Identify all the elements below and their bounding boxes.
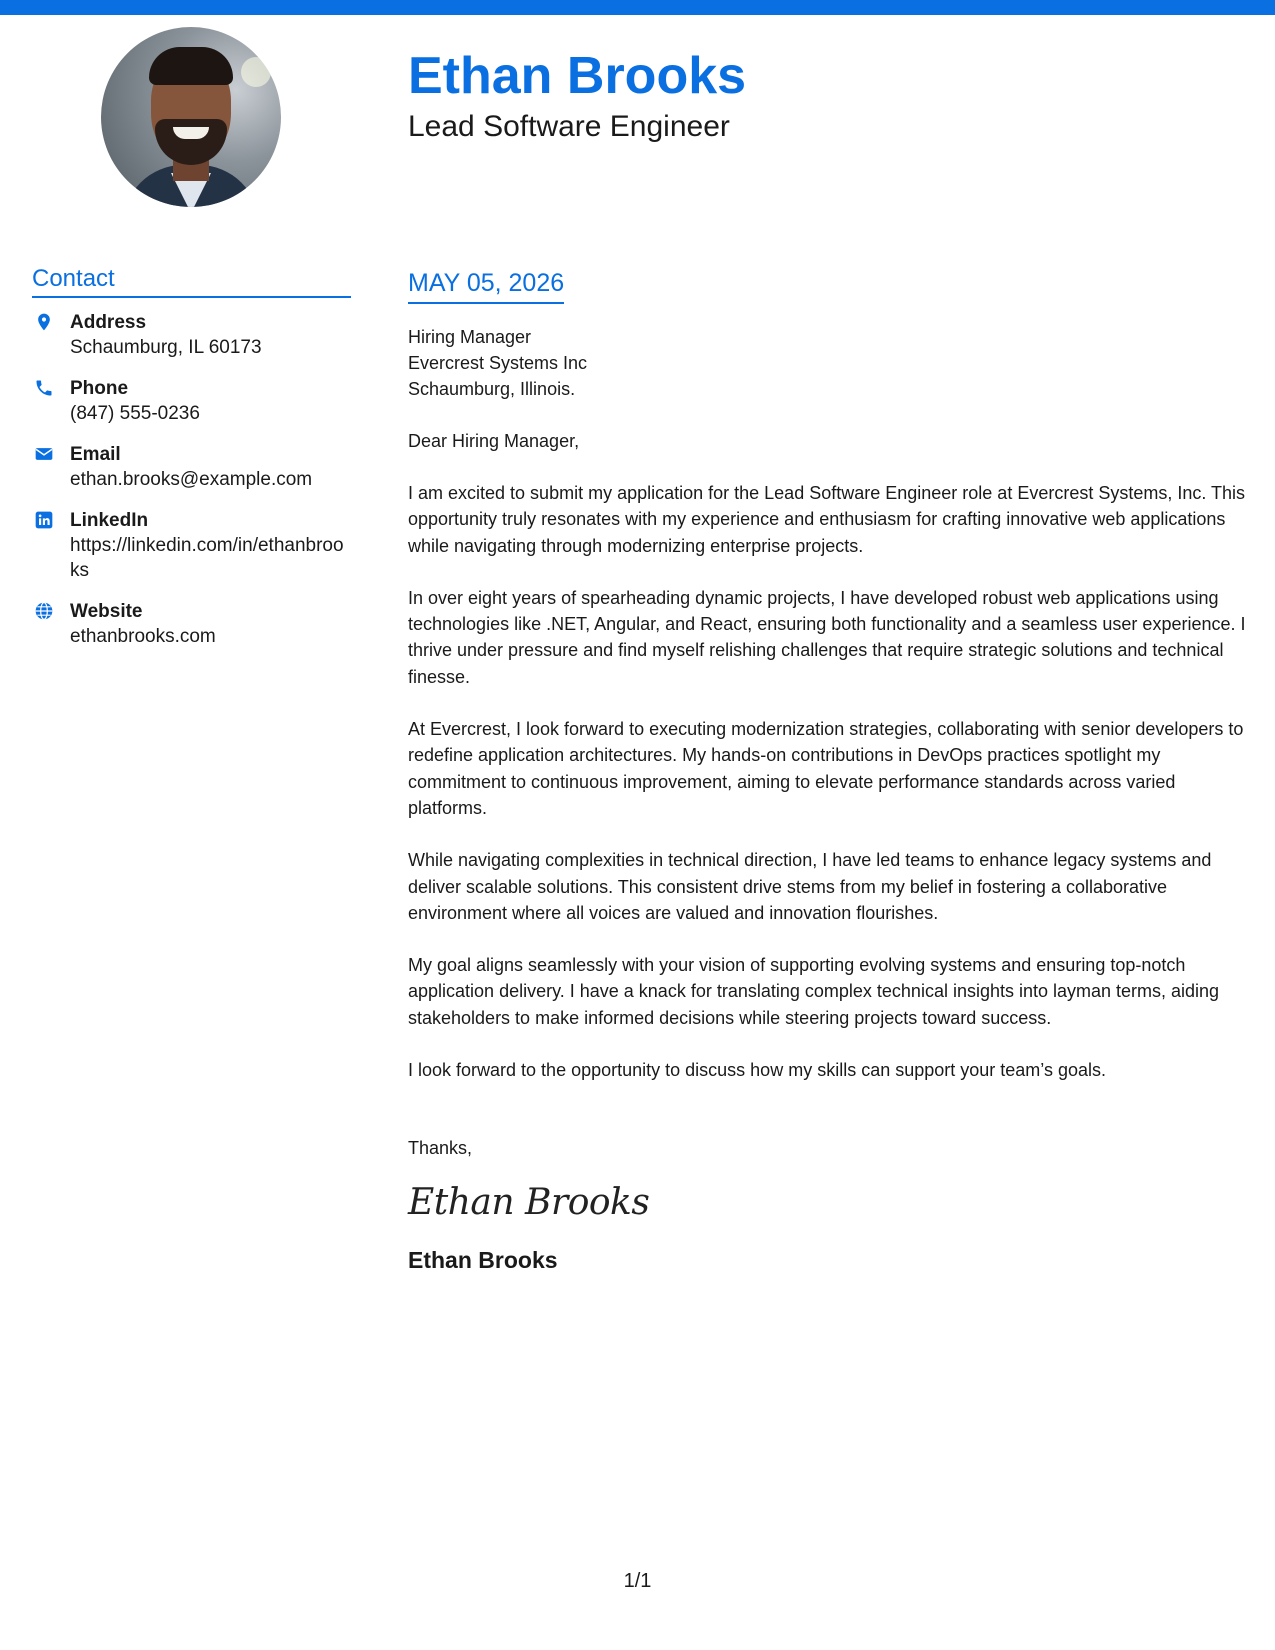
contact-website <box>32 599 351 649</box>
photo-background-light <box>241 57 271 87</box>
handwritten-signature: Ethan Brooks <box>408 1182 650 1224</box>
page-number: 1/1 <box>623 1570 652 1592</box>
website-value[interactable]: ethanbrooks.com <box>70 626 216 648</box>
contact-heading: Contact <box>32 266 351 298</box>
recipient-line: Hiring Manager <box>408 327 532 347</box>
contact-linkedin <box>32 508 351 583</box>
recipient-line: Schaumburg, Illinois. <box>408 379 576 399</box>
top-accent-bar <box>0 0 1275 15</box>
letter-paragraph: In over eight years of spearheading dynamic projects, I have developed robust web applications using technologies like .NET, Angular, and React, ensuring both functionality and a seamless user experience. I thrive under pressure and find myself relishing challenges that require strategic solutions and technical finesse. <box>408 587 1246 687</box>
letter-paragraph: At Evercrest, I look forward to executing modernization strategies, collaborating with senior developers to redefine application architectures. My hands-on contributions in DevOps practices spotlight my commitment to continuous improvement, aiming to elevate performance standards across varied platforms. <box>408 719 1244 818</box>
contact-phone <box>32 376 351 426</box>
signed-name: Ethan Brooks <box>408 1246 558 1273</box>
candidate-job-title: Lead Software Engineer <box>408 110 730 143</box>
contact-address <box>32 310 351 360</box>
linkedin-icon <box>34 510 54 530</box>
location-pin-icon <box>34 312 54 332</box>
linkedin-value[interactable]: https://linkedin.com/in/ethanbrooks <box>70 535 344 582</box>
globe-icon <box>34 601 54 621</box>
address-value: Schaumburg, IL 60173 <box>70 337 262 359</box>
closing: Thanks, <box>408 1138 473 1159</box>
salutation: Dear Hiring Manager, <box>408 431 580 451</box>
email-icon <box>34 444 54 464</box>
letter-paragraph: My goal aligns seamlessly with your vision of supporting evolving systems and ensuring top-notch application delivery. I have a knack for translating complex technical insights into layman terms, aiding stakeholders to make informed decisions while steering projects toward success. <box>408 955 1220 1028</box>
phone-icon <box>34 378 54 398</box>
contact-email <box>32 442 351 492</box>
letter-date: MAY 05, 2026 <box>408 268 564 304</box>
phone-value[interactable]: (847) 555-0236 <box>70 403 200 425</box>
recipient-line: Evercrest Systems Inc <box>408 353 588 373</box>
contact-sidebar <box>32 266 351 665</box>
recipient-block <box>408 324 1253 402</box>
email-value[interactable]: ethan.brooks@example.com <box>70 469 313 491</box>
website-label: Website <box>70 601 143 623</box>
letter-body <box>408 268 1253 1274</box>
letter-paragraph: While navigating complexities in technical direction, I have led teams to enhance legacy systems and deliver scalable solutions. This consistent drive stems from my belief in fostering a collaborative environment where all voices are valued and innovation flourishes. <box>408 850 1212 923</box>
candidate-name: Ethan Brooks <box>408 47 747 105</box>
email-label: Email <box>70 444 121 466</box>
letter-paragraph: I am excited to submit my application for the Lead Software Engineer role at Evercrest Systems, Inc. This opportunity truly resonates with my experience and enthusiasm for crafting innovative web applications while navigating through modernizing enterprise projects. <box>408 483 1246 556</box>
address-label: Address <box>70 312 147 334</box>
letter-paragraph: I look forward to the opportunity to discuss how my skills can support your team’s goals. <box>408 1060 1106 1081</box>
profile-photo <box>101 27 281 207</box>
photo-hair <box>149 47 233 85</box>
photo-beard <box>155 119 227 165</box>
linkedin-label: LinkedIn <box>70 510 149 532</box>
phone-label: Phone <box>70 378 129 400</box>
